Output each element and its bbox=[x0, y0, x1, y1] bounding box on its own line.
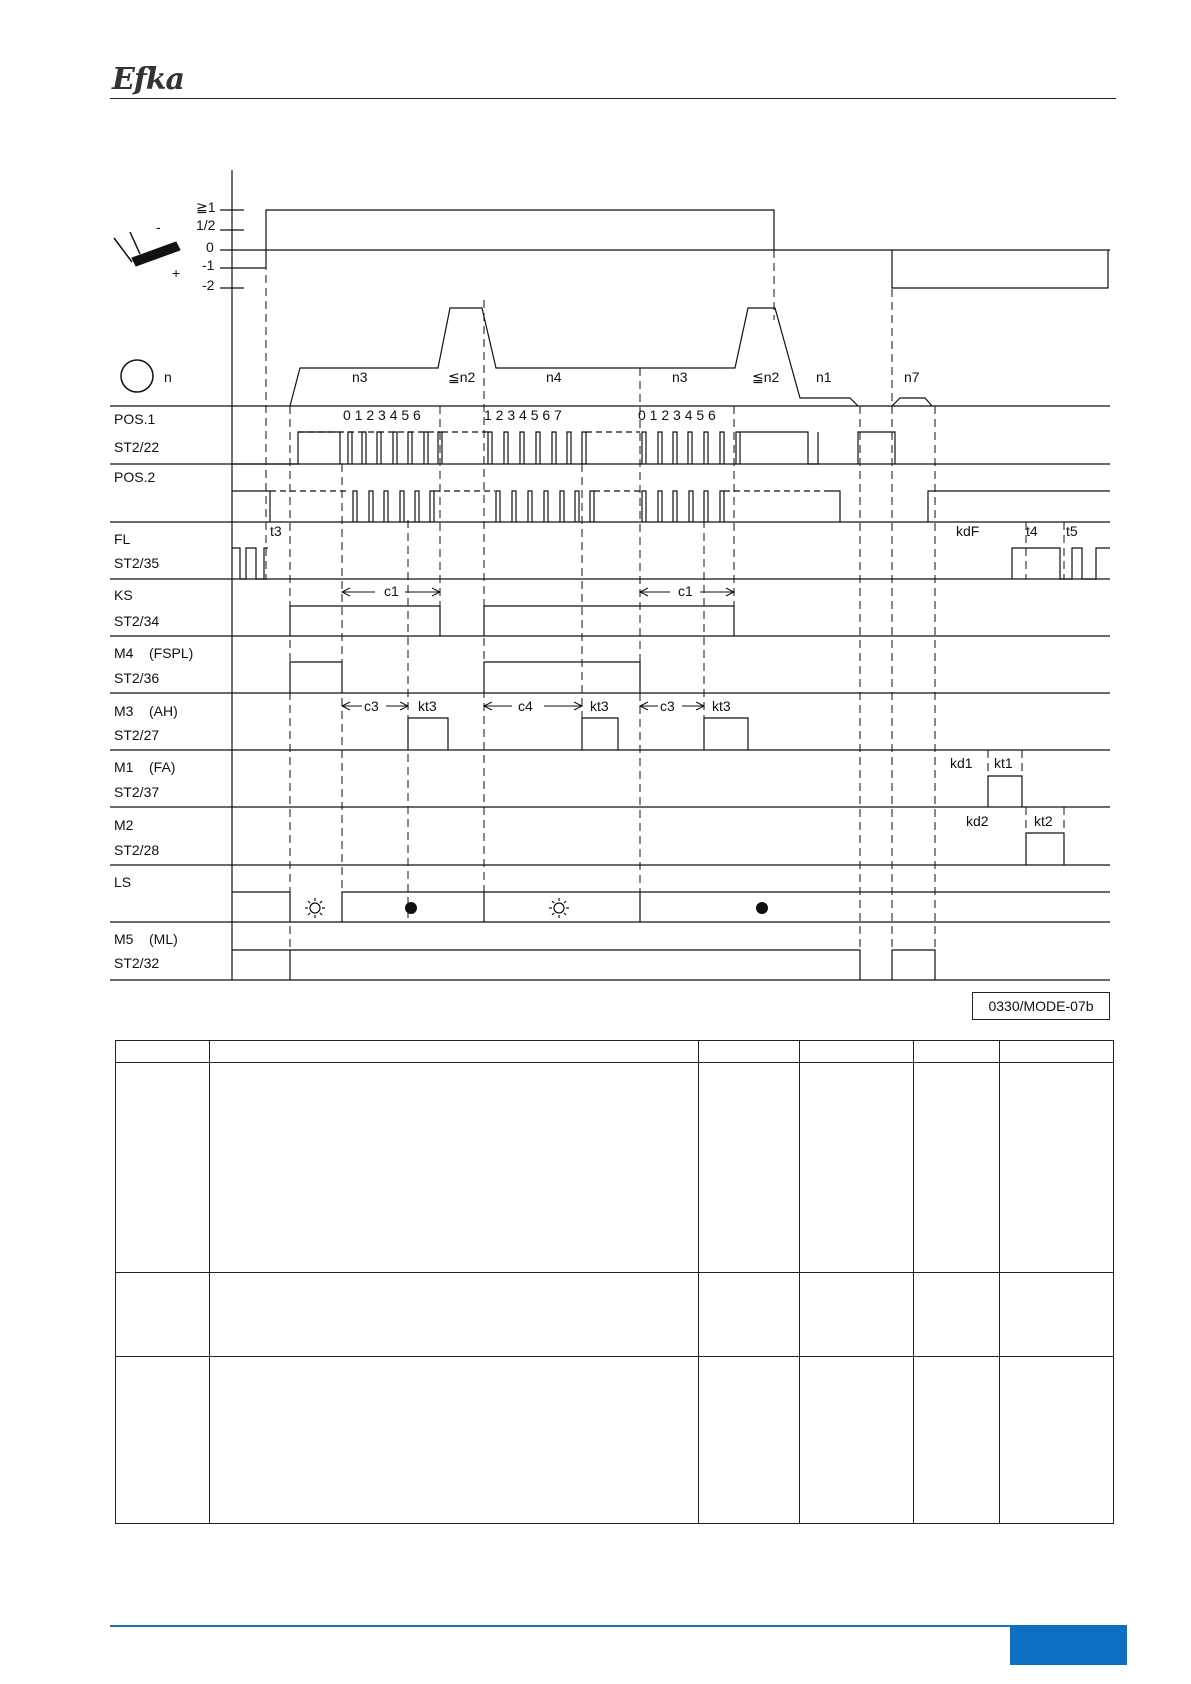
row-port-m2: ST2/28 bbox=[114, 842, 160, 858]
row-label-pos2: POS.2 bbox=[114, 469, 156, 485]
parameter-table bbox=[115, 1040, 1114, 1524]
label-kt3-b: kt3 bbox=[590, 698, 609, 714]
label-kd2: kd2 bbox=[966, 813, 989, 829]
row-label-m5: M5 (ML) bbox=[114, 931, 178, 947]
speed-n2-b: ≦n2 bbox=[752, 369, 780, 385]
motor-circle-icon bbox=[121, 360, 153, 392]
row-label-ks: KS bbox=[114, 587, 133, 603]
row-label-m4: M4 (FSPL) bbox=[114, 645, 194, 661]
row-port-fl: ST2/35 bbox=[114, 555, 160, 571]
speed-n3-a: n3 bbox=[352, 369, 368, 385]
label-c1-a: c1 bbox=[384, 583, 399, 599]
row-port-ks: ST2/34 bbox=[114, 613, 160, 629]
label-c3-a: c3 bbox=[364, 698, 379, 714]
row-port-m5: ST2/32 bbox=[114, 955, 160, 971]
label-kt2: kt2 bbox=[1034, 813, 1053, 829]
row-label-pos1: POS.1 bbox=[114, 411, 156, 427]
speed-n2-a: ≦n2 bbox=[448, 369, 476, 385]
row-port-m1: ST2/37 bbox=[114, 784, 160, 800]
row-label-m3: M3 (AH) bbox=[114, 703, 178, 719]
label-t5: t5 bbox=[1066, 523, 1078, 539]
pedal-level-neg1: -1 bbox=[202, 257, 215, 273]
pos1-count-b: 1 2 3 4 5 6 7 bbox=[484, 407, 562, 423]
label-c3-b: c3 bbox=[660, 698, 675, 714]
dot-icon bbox=[756, 902, 768, 914]
speed-n1: n1 bbox=[816, 369, 832, 385]
speed-n3-b: n3 bbox=[672, 369, 688, 385]
row-port-pos1: ST2/22 bbox=[114, 439, 160, 455]
speed-label: n bbox=[164, 369, 172, 385]
label-kd1: kd1 bbox=[950, 755, 973, 771]
row-label-fl: FL bbox=[114, 531, 131, 547]
pedal-plus: + bbox=[172, 265, 181, 281]
pedal-icon bbox=[114, 232, 180, 266]
label-t4: t4 bbox=[1026, 523, 1038, 539]
label-kt3-a: kt3 bbox=[418, 698, 437, 714]
label-c1-b: c1 bbox=[678, 583, 693, 599]
table-row bbox=[116, 1357, 1114, 1524]
pedal-level-neg2: -2 bbox=[202, 277, 215, 293]
row-port-m4: ST2/36 bbox=[114, 670, 160, 686]
label-kdf: kdF bbox=[956, 523, 980, 539]
page-number-tab bbox=[1010, 1625, 1127, 1665]
row-port-m3: ST2/27 bbox=[114, 727, 160, 743]
row-label-ls: LS bbox=[114, 874, 132, 890]
speed-n4: n4 bbox=[546, 369, 562, 385]
label-t3: t3 bbox=[270, 523, 282, 539]
label-c4: c4 bbox=[518, 698, 533, 714]
figure-reference: 0330/MODE-07b bbox=[972, 992, 1110, 1020]
row-label-m1: M1 (FA) bbox=[114, 759, 176, 775]
efka-logo: Efka bbox=[112, 62, 184, 97]
label-kt1: kt1 bbox=[994, 755, 1013, 771]
pedal-minus: - bbox=[156, 219, 161, 235]
pedal-level-0: 0 bbox=[206, 239, 214, 255]
sun-icon bbox=[549, 898, 569, 918]
table-row bbox=[116, 1273, 1114, 1357]
pedal-level-half: 1/2 bbox=[196, 217, 216, 233]
dot-icon bbox=[405, 902, 417, 914]
table-row bbox=[116, 1041, 1114, 1063]
pedal-level-ge1: ≧1 bbox=[196, 199, 216, 215]
sun-icon bbox=[305, 898, 325, 918]
speed-n7: n7 bbox=[904, 369, 920, 385]
pos1-count-a: 0 1 2 3 4 5 6 bbox=[343, 407, 421, 423]
row-label-m2: M2 bbox=[114, 817, 134, 833]
label-kt3-c: kt3 bbox=[712, 698, 731, 714]
pos1-count-c: 0 1 2 3 4 5 6 bbox=[638, 407, 716, 423]
table-row bbox=[116, 1063, 1114, 1273]
footer-rule bbox=[110, 1625, 1116, 1627]
